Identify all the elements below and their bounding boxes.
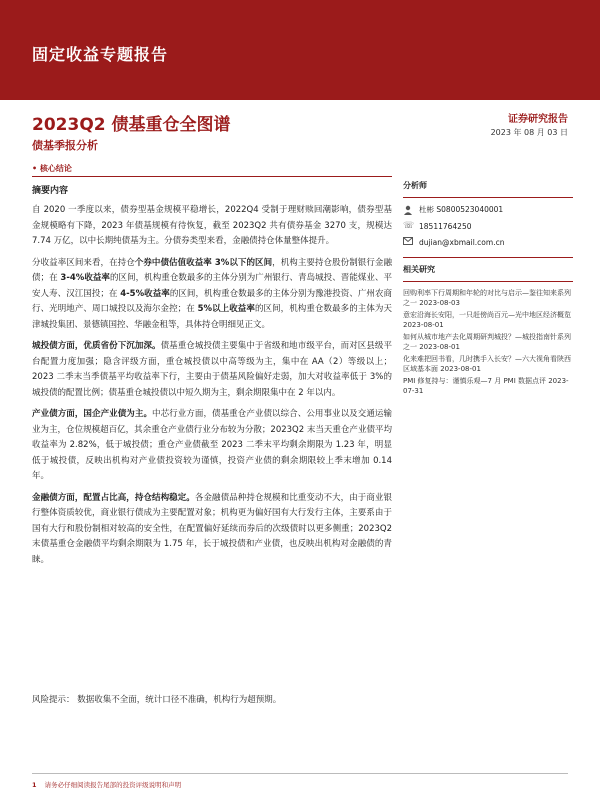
- summary-paragraph-2: [32, 256, 392, 334]
- analyst-heading: 分析师: [403, 181, 427, 190]
- analyst-name-row: [403, 204, 573, 215]
- footer-divider: [32, 773, 568, 774]
- analyst-name: 杜彬 S0800523040001: [419, 205, 504, 214]
- report-type-label: 证券研究报告: [508, 114, 568, 125]
- phone-row: [403, 221, 573, 231]
- analyst-email[interactable]: dujian@xbmail.com.cn: [419, 237, 505, 247]
- header-banner: [0, 0, 600, 100]
- page-number: 1: [32, 781, 37, 789]
- summary-paragraph-5: [32, 491, 392, 569]
- email-row: [403, 237, 573, 247]
- text-span: 中芯行业方面，债基重仓产业债以综合、公用事业以及交通运输业为主，仓位规模超百亿，其余重仓产业债行业分布较为分散；2023Q2 末当天重仓产业债平均收益率为 2.82%，低于城投债；重仓产业债截至 2023 二季末平均剩余期限为 1.23 年，明显低于城投债，反映出机构对产业债投资较为谨慎，投资产业债的剩余期限较上季末增加 0.14 年。: [32, 409, 392, 481]
- bold-span: 城投债方面，优质省份下沉加深。: [32, 341, 161, 351]
- text-span: 分收益率区间来看，在持仓: [32, 257, 135, 268]
- text-span: ，机构主要持仓股份制银行金融债；在: [32, 257, 392, 283]
- bold-span: 4-5%收益率: [120, 288, 170, 299]
- summary-heading: 摘要内容: [32, 186, 69, 196]
- bold-span: 3-4%收益率: [60, 273, 110, 283]
- risk-warning: 风险提示： 数据收集不全面，统计口径不准确，机构行为超预期。: [32, 695, 282, 705]
- bold-span: 个券中债估值收益率 3%以下的区间: [134, 257, 273, 268]
- report-date: 2023 年 08 月 03 日: [490, 128, 568, 137]
- email-icon: [403, 237, 413, 247]
- text-span: 各金融债品种持仓规模和比重变动不大，由于商业银行整体资质较优，商业银行债成为主要配置对象；机构更为偏好国有大行发行主体，主要系由于国有大行和股份制相对较高的安全性，在配置偏好延续而券后的次级债时以更多侧重；2023Q2 末债基重仓金融债平均剩余期限为 1.75 年，长于城投债和产业债，也反映出机构对金融债的青睐。: [32, 492, 392, 565]
- bold-span: 5%以上收益率: [197, 304, 255, 314]
- analyst-phone: 18511764250: [419, 221, 472, 231]
- sidebar-divider: [403, 257, 573, 258]
- text-span: 债基重仓城投债主要集中于省级和地市级平台，而对区县级平台配置力度加强；隐含评级方面，重仓城投债以中高等级为主，集中在 AA（2）等级以上；2023 二季末当季债基平均收益率下行，主要由于债基风险偏好走弱，加大对收益率低于 3%的城投债的配置比例；债基重仓城投债以中短久期为主，剩余期限集中在 2 年以内。: [32, 341, 392, 398]
- summary-paragraph-4: [32, 407, 392, 485]
- footer: [32, 780, 181, 789]
- text-span: 的区间，机构重仓数最多的主体为天津城投集团、景德镇国控、华融金租等，具体持仓明细见正文。: [32, 304, 392, 330]
- related-research-item[interactable]: PMI 修复持与：谨慎乐观—7 月 PMI 数据点评 2023-07-31: [403, 377, 569, 395]
- summary-body: [32, 203, 392, 574]
- related-research-item[interactable]: 回购利率下行周期和年轮的对比与启示—鉴往知来系列之一 2023-08-03: [403, 289, 571, 307]
- footer-disclaimer: 请务必仔细阅读报告尾部的投资评级说明和声明: [44, 781, 182, 789]
- sidebar: [403, 180, 573, 398]
- document-title: 2023Q2 债基重仓全图谱: [32, 115, 231, 135]
- document-subtitle: 债基季报分析: [32, 139, 98, 152]
- bold-span: 产业债方面，国企产业债为主。: [32, 409, 153, 419]
- related-research-item[interactable]: 化来难把回书看，几时携手入长安？—六大视角看陕西区域基本面 2023-08-01: [403, 355, 571, 373]
- phone-icon: ☏: [403, 221, 415, 231]
- summary-paragraph-3: [32, 339, 392, 401]
- section-tag: • 核心结论: [32, 164, 72, 173]
- related-research-item[interactable]: 如何从城市地产去化周期研判城投？—城投指南针系列之一 2023-08-01: [403, 333, 571, 351]
- section-divider: [32, 176, 392, 177]
- report-category: 固定收益专题报告: [32, 45, 169, 64]
- related-research-item[interactable]: 意宏沿海长安阳，一只赶傍尚百元—光中地区经济概览 2023-08-01: [403, 311, 571, 329]
- sidebar-divider: [403, 197, 573, 198]
- summary-paragraph-1: 自 2020 一季度以来，债券型基金规模平稳增长，2022Q4 受制于理财赎回潮影响，债券型基金规模略有下降，2023 年债基规模有待恢复，截至 2023Q2 共有债券基金 3270 支，规模达 7.74 万亿，以中长期纯债基为主。分债券类型来看，金融债持仓体量整体提升。: [32, 205, 392, 246]
- person-icon: [403, 205, 413, 215]
- text-span: 的区间，机构重仓数最多的主体分别为广州银行、青岛城投、晋能煤业、平安人寿、汉江国投；在: [32, 273, 393, 299]
- text-span: 的区间，机构重仓数最多的主体分别为豫港投资、广州农商行、光明地产、周口城投以及海尔金控；在: [32, 288, 393, 314]
- sidebar-divider: [403, 281, 573, 282]
- bold-span: 金融债方面，配置占比高，持仓结构稳定。: [32, 492, 195, 503]
- related-research-heading: 相关研究: [403, 265, 435, 274]
